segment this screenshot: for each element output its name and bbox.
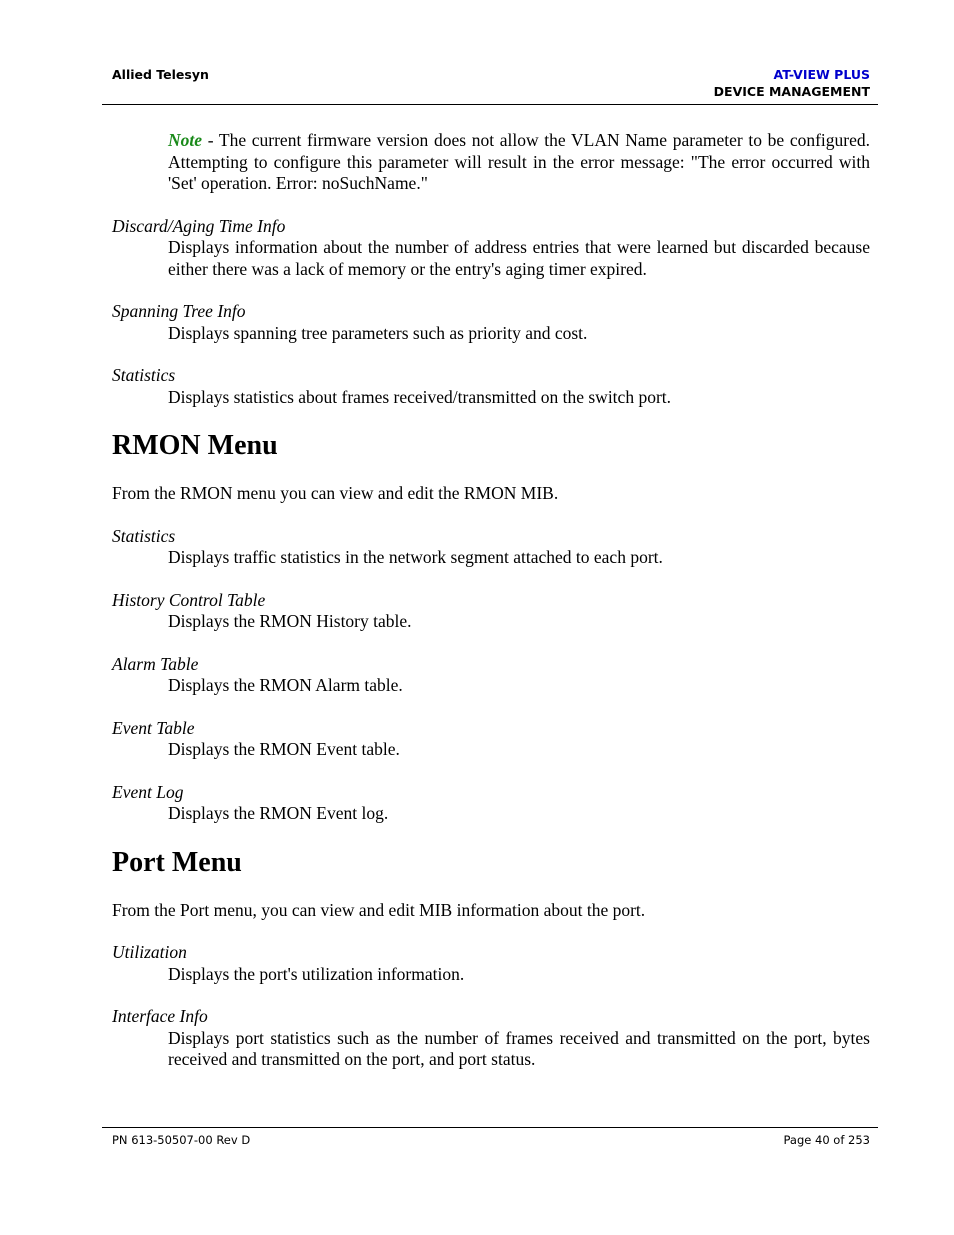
page-header <box>102 64 878 105</box>
company-name: Allied Telesyn <box>112 67 209 82</box>
term-description: Displays the RMON Alarm table. <box>168 675 403 695</box>
intro-definition-list <box>112 216 870 409</box>
product-name: AT-VIEW PLUS <box>773 67 870 82</box>
part-number: PN 613-50507-00 Rev D <box>112 1133 251 1147</box>
term: Discard/Aging Time Info <box>112 215 286 236</box>
term: Utilization <box>112 942 187 962</box>
note-label: Note <box>168 130 203 150</box>
term: History Control Table <box>112 589 266 610</box>
port-intro: From the Port menu, you can view and edit MIB information about the port. <box>112 899 646 920</box>
term: Statistics <box>112 525 176 546</box>
rmon-definition-list <box>112 526 870 825</box>
term-description: Displays spanning tree parameters such as priority and cost. <box>168 322 588 343</box>
header-section-title: DEVICE MANAGEMENT <box>713 84 870 99</box>
page-body <box>112 130 870 1092</box>
term: Alarm Table <box>112 653 199 674</box>
note-paragraph <box>168 130 870 195</box>
term: Event Log <box>112 781 184 802</box>
term-description: Displays the RMON Event log. <box>168 803 389 823</box>
term-description: Displays port statistics such as the number of frames received and transmitted on the port, bytes received and transmitted on the port, and port status. <box>168 1027 870 1069</box>
term-description: Displays the port's utilization information. <box>168 963 465 984</box>
port-definition-list <box>112 942 870 1071</box>
term: Event Table <box>112 717 195 738</box>
term-description: Displays traffic statistics in the network segment attached to each port. <box>168 547 663 567</box>
term-description: Displays statistics about frames received/transmitted on the switch port. <box>168 386 672 407</box>
port-menu-heading: Port Menu <box>112 846 242 878</box>
term-description: Displays the RMON Event table. <box>168 739 400 759</box>
term: Interface Info <box>112 1006 208 1026</box>
term-description: Displays the RMON History table. <box>168 611 412 631</box>
page-number: Page 40 of 253 <box>783 1133 870 1147</box>
page-footer <box>102 1127 878 1147</box>
note-text: - The current firmware version does not allow the VLAN Name parameter to be configured. Attempting to configure this parameter will result in the error message: "The error occurred with 'Set' operation. Error: noSuchName." <box>168 130 870 193</box>
rmon-intro: From the RMON menu you can view and edit the RMON MIB. <box>112 483 559 503</box>
rmon-menu-heading: RMON Menu <box>112 430 278 461</box>
term: Statistics <box>112 365 176 385</box>
term: Spanning Tree Info <box>112 301 246 321</box>
term-description: Displays information about the number of address entries that were learned but discarded because either there was a lack of memory or the entry's aging timer expired. <box>168 237 870 279</box>
